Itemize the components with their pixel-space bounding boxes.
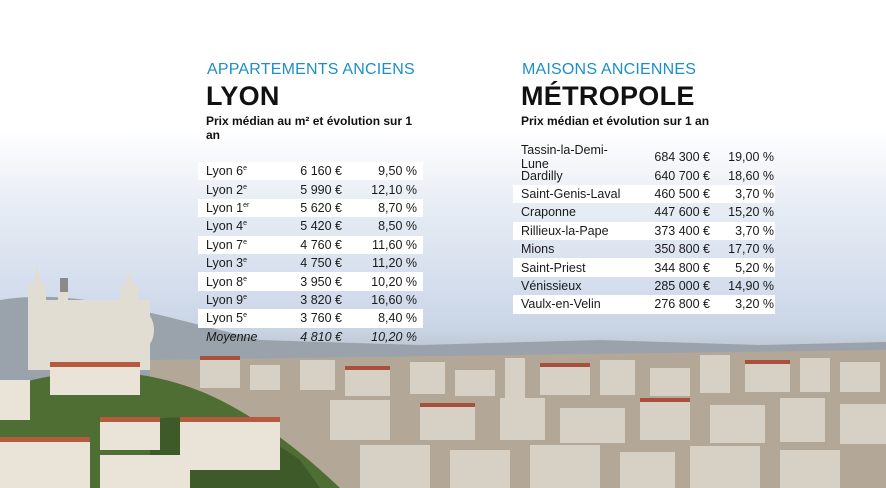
row-change: 8,40 % [378, 311, 417, 326]
row-name [198, 238, 286, 252]
category-label: MAISONS ANCIENNES [522, 61, 697, 78]
table-row [198, 162, 423, 180]
row-price: 5 620 € [300, 200, 342, 215]
table-row [198, 236, 423, 254]
houses-table [513, 60, 775, 314]
row-price: 3 760 € [300, 311, 342, 326]
row-name-suffix: e [243, 183, 247, 191]
row-name [513, 279, 623, 293]
row-name-text: Lyon 5 [206, 311, 244, 326]
table-row [198, 199, 423, 217]
row-name-suffix: e [243, 275, 247, 283]
row-name-text: Lyon 9 [206, 292, 244, 307]
table-row [513, 295, 775, 313]
table-row [513, 240, 775, 258]
table-row [513, 222, 775, 240]
city-title: LYON [206, 81, 280, 111]
row-name-text: Saint-Priest [521, 260, 586, 275]
row-price: 460 500 € [654, 186, 710, 201]
row-name-suffix: e [243, 293, 247, 301]
row-name [198, 311, 286, 325]
average-price: 4 810 € [300, 329, 342, 344]
row-price: 350 800 € [654, 242, 710, 257]
row-name [198, 183, 286, 197]
row-name [198, 256, 286, 270]
row-price: 276 800 € [654, 297, 710, 312]
row-name-suffix: e [243, 312, 247, 320]
row-change: 14,90 % [728, 278, 774, 293]
row-price: 640 700 € [654, 168, 710, 183]
row-change: 11,20 % [372, 256, 417, 271]
row-name-suffix: e [243, 238, 247, 246]
row-name [513, 143, 623, 171]
row-change: 17,70 % [728, 242, 774, 257]
row-name [198, 164, 286, 178]
row-change: 3,70 % [735, 186, 774, 201]
row-name-text: Lyon 2 [206, 182, 244, 197]
row-name-suffix: er [243, 201, 250, 209]
table-row [198, 291, 423, 309]
table-rows [513, 143, 775, 314]
row-change: 5,20 % [735, 260, 774, 275]
row-price: 6 160 € [300, 164, 342, 179]
row-name-text: Lyon 4 [206, 219, 244, 234]
row-name-text: Rillieux-la-Pape [521, 223, 609, 238]
row-name [513, 169, 623, 183]
average-change: 10,20 % [371, 329, 417, 344]
row-name [198, 201, 286, 215]
row-change: 9,50 % [378, 164, 417, 179]
table-row [513, 166, 775, 184]
row-name [198, 275, 286, 289]
row-change: 11,60 % [372, 237, 417, 252]
row-price: 4 750 € [300, 256, 342, 271]
row-name-suffix: e [243, 257, 247, 265]
average-label: Moyenne [206, 329, 258, 344]
table-row [513, 143, 775, 172]
row-price: 5 990 € [300, 182, 342, 197]
row-price: 3 950 € [300, 274, 342, 289]
table-row [513, 258, 775, 276]
city-title: MÉTROPOLE [521, 81, 695, 111]
row-price: 3 820 € [300, 292, 342, 307]
row-price: 684 300 € [654, 150, 710, 165]
row-price: 4 760 € [300, 237, 342, 252]
category-label: APPARTEMENTS ANCIENS [207, 61, 415, 78]
row-change: 10,20 % [371, 274, 417, 289]
table-row [198, 309, 423, 327]
row-price: 373 400 € [654, 223, 710, 238]
row-change: 18,60 % [728, 168, 774, 183]
table-row [513, 203, 775, 221]
row-price: 447 600 € [654, 205, 710, 220]
row-name-text: Tassin-la-Demi-Lune [521, 143, 608, 172]
row-name-text: Lyon 6 [206, 164, 244, 179]
row-name [198, 293, 286, 307]
table-row [198, 254, 423, 272]
row-change: 19,00 % [728, 150, 774, 165]
row-change: 8,50 % [378, 219, 417, 234]
row-name-text: Saint-Genis-Laval [521, 186, 621, 201]
row-name-text: Vénissieux [521, 278, 582, 293]
row-name-text: Craponne [521, 205, 576, 220]
row-name [513, 242, 623, 256]
row-name-text: Vaulx-en-Velin [521, 297, 601, 312]
row-price: 5 420 € [300, 219, 342, 234]
table-rows [198, 162, 423, 346]
row-name [513, 205, 623, 219]
row-name-text: Lyon 1 [206, 200, 244, 215]
row-price: 344 800 € [654, 260, 710, 275]
row-name-text: Mions [521, 242, 555, 257]
row-name [513, 261, 623, 275]
row-price: 285 000 € [654, 278, 710, 293]
row-change: 12,10 % [371, 182, 417, 197]
table-row [513, 277, 775, 295]
row-change: 3,70 % [735, 223, 774, 238]
table-subtitle: Prix médian au m² et évolution sur 1 an [206, 114, 413, 142]
apartments-table [198, 60, 423, 346]
row-change: 16,60 % [371, 292, 417, 307]
average-row [198, 328, 423, 346]
row-change: 8,70 % [378, 200, 417, 215]
table-row [198, 217, 423, 235]
row-name [513, 224, 623, 238]
table-row [198, 272, 423, 290]
row-name-text: Lyon 8 [206, 274, 244, 289]
row-change: 15,20 % [728, 205, 774, 220]
row-name-suffix: e [243, 165, 247, 173]
row-name-text: Lyon 3 [206, 256, 244, 271]
row-name [198, 219, 286, 233]
table-row [513, 185, 775, 203]
row-name [513, 187, 623, 201]
row-name-text: Dardilly [521, 168, 563, 183]
row-change: 3,20 % [735, 297, 774, 312]
table-subtitle: Prix médian et évolution sur 1 an [521, 114, 710, 128]
row-name [513, 297, 623, 311]
row-name-text: Lyon 7 [206, 237, 244, 252]
table-row [198, 180, 423, 198]
row-name-suffix: e [243, 220, 247, 228]
